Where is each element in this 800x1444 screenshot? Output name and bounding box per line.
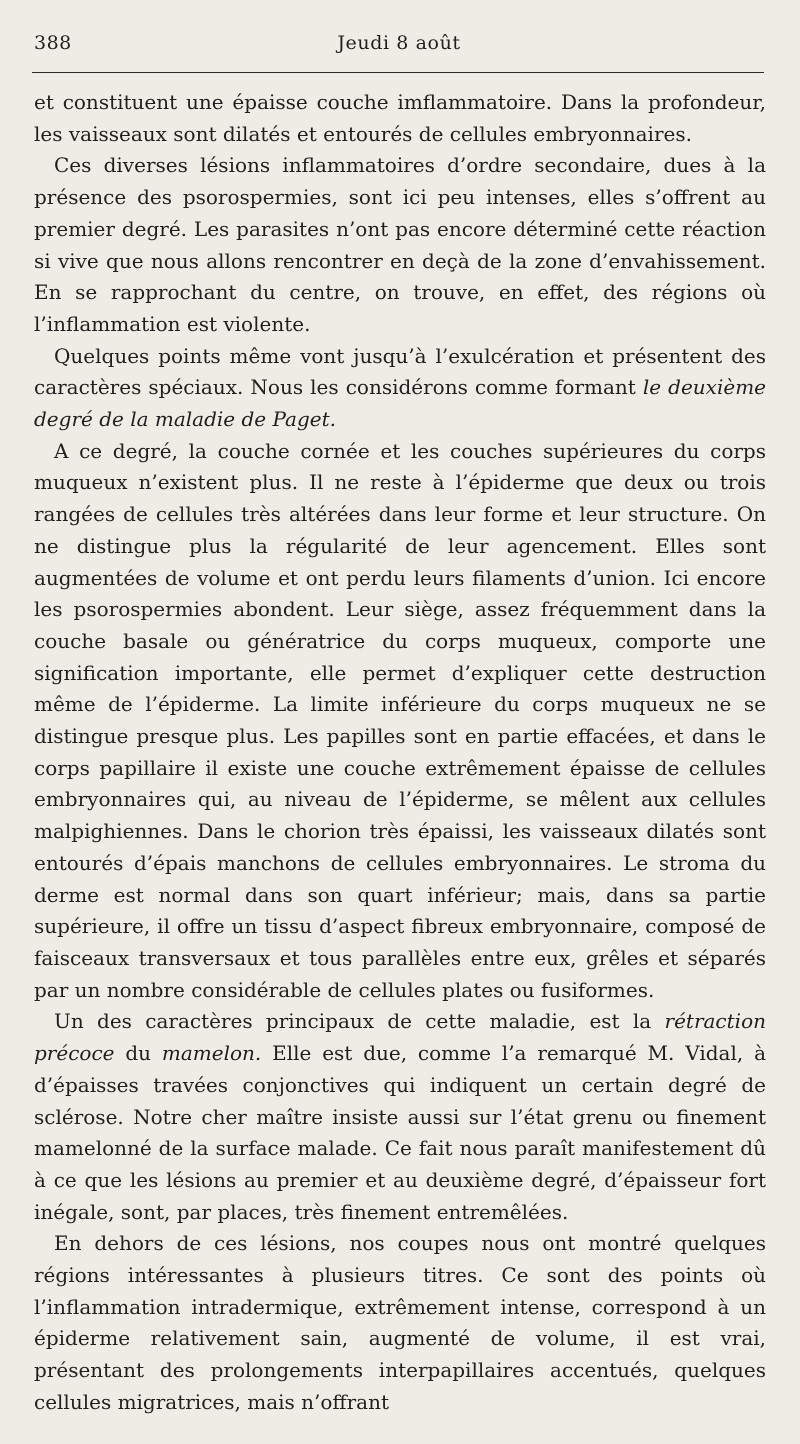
paragraph [34, 87, 766, 150]
text-run: A ce degré, la couche cornée et les couches supérieures du corps muqueux n’existent plus. Il ne reste à l’épiderme que deux ou trois rangées de cellules très altérées dans leur forme et leur structure. On ne distingue plus la régularité de leur agencement. Elles sont augmentées de volume et ont perdu leurs filaments d’union. Ici encore les psorospermies abondent. Leur siège, assez fréquemment dans la couche basale ou génératrice du corps muqueux, comporte une signification importante, elle permet d’expliquer cette destruction même de l’épiderme. La limite inférieure du corps muqueux ne se distingue presque plus. Les papilles sont en partie effacées, et dans le corps papillaire il existe une couche extrêmement épaisse de cellules embryonnaires qui, au niveau de l’épiderme, se mêlent aux cellules malpighiennes. Dans le chorion très épaissi, les vaisseaux dilatés sont entourés d’épais manchons de cellules embryonnaires. Le stroma du derme est normal dans son quart inférieur; mais, dans sa partie supérieure, il offre un tissu d’aspect fibreux embryonnaire, composé de faisceaux transversaux et tous parallèles entre eux, grêles et séparés par un nombre considérable de cellules plates ou fusiformes. [34, 438, 766, 1002]
text-run: Quelques points même vont jusqu’à l’exulcération et présentent des caractères spéciaux. Nous les considérons comme formant [34, 343, 766, 400]
text-run: En dehors de ces lésions, nos coupes nous ont montré quelques régions intéressantes à plusieurs titres. Ce sont des points où l’inflammation intradermique, extrêmement intense, correspond à un épiderme relativement sain, augmenté de volume, il est vrai, présentant des prolongements interpapillaires accentués, quelques cellules migratrices, mais n’offrant [34, 1231, 766, 1414]
header-rule [32, 72, 764, 73]
running-head: Jeudi 8 août [337, 32, 461, 54]
italic-text-run: le deuxième degré de la maladie de Paget. [34, 375, 766, 432]
italic-text-run: rétraction précoce [34, 1009, 766, 1066]
body-text [34, 87, 766, 1419]
paragraph [34, 1228, 766, 1418]
page-header [34, 28, 764, 62]
text-run: Elle est due, comme l’a remarqué M. Vidal, à d’épaisses travées conjonctives qui indiquent un certain degré de sclérose. Notre cher maître insiste aussi sur l’état grenu ou finement mamelonné de la surface malade. Ce fait nous paraît manifestement dû à ce que les lésions au premier et au deuxième degré, d’épaisseur fort inégale, sont, par places, très finement entremêlées. [34, 1041, 766, 1224]
paragraph [34, 341, 766, 436]
text-run: du [114, 1041, 162, 1066]
page-number: 388 [34, 32, 72, 54]
text-run: Ces diverses lésions inflammatoires d’ordre secondaire, dues à la présence des psorospermies, sont ici peu intenses, elles s’offrent au premier degré. Les parasites n’ont pas encore déterminé cette réaction si vive que nous allons rencontrer en deçà de la zone d’envahissement. En se rapprochant du centre, on trouve, en effet, des régions où l’inflammation est violente. [34, 153, 766, 336]
paragraph [34, 150, 766, 340]
text-run: Un des caractères principaux de cette maladie, est la [54, 1009, 665, 1034]
paragraph [34, 1006, 766, 1228]
paragraph [34, 436, 766, 1007]
italic-text-run: mamelon. [161, 1041, 262, 1066]
text-run: et constituent une épaisse couche imflammatoire. Dans la profondeur, les vaisseaux sont dilatés et entourés de cellules embryonnaires. [34, 90, 766, 146]
